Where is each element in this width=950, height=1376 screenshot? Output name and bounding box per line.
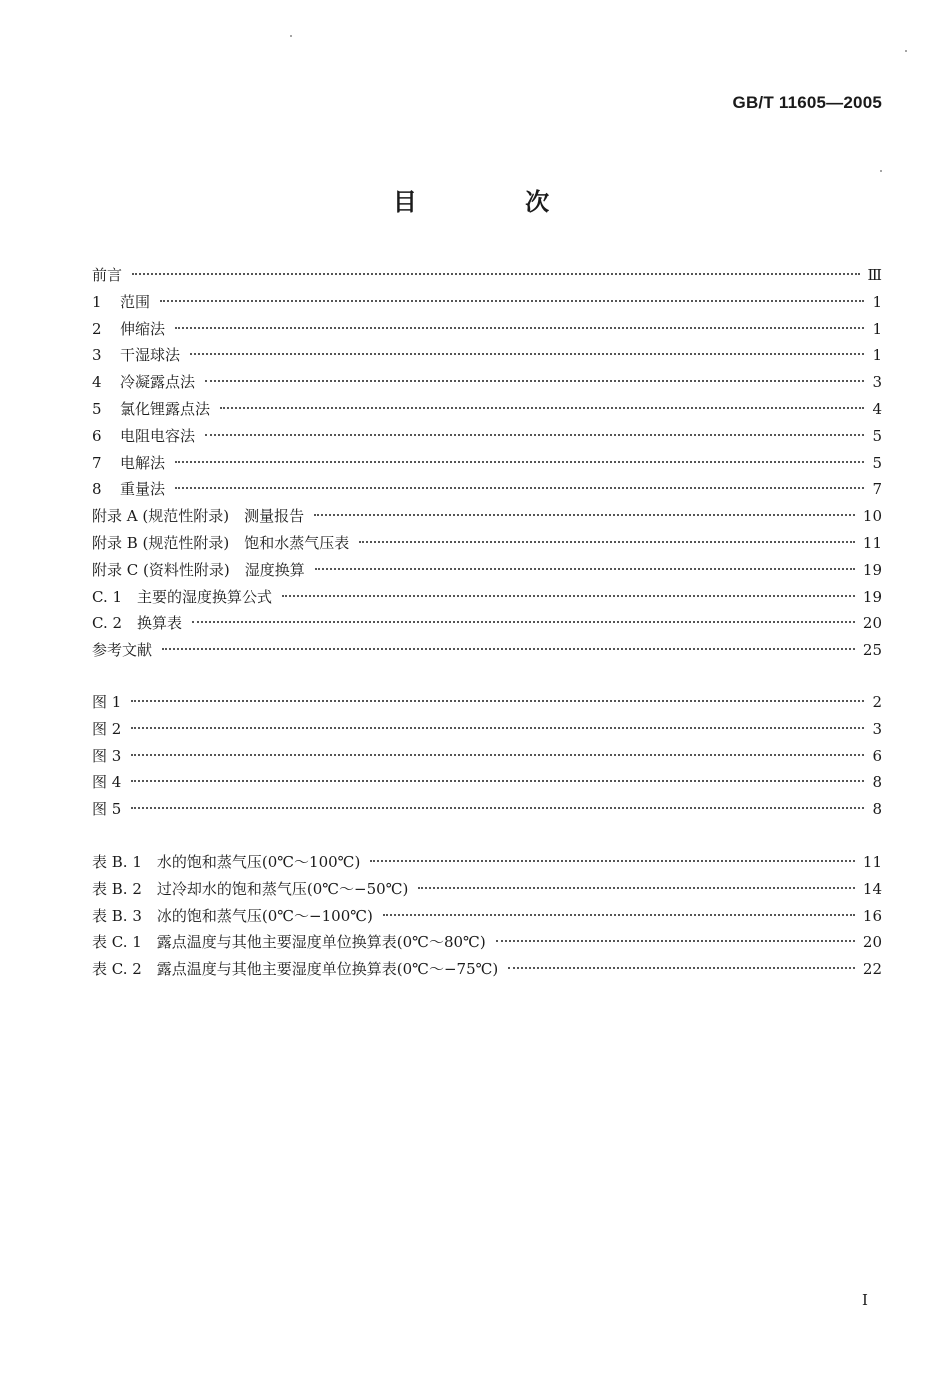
toc-entry[interactable] [92,716,882,743]
toc-entry-text: 前言 [92,266,123,284]
toc-entry-page: 11 [862,853,882,871]
toc-entry[interactable] [92,610,882,637]
toc-entry-label [92,689,127,716]
toc-entry[interactable] [92,423,882,450]
toc-entry-text: 伸缩法 [120,319,166,338]
toc-entry-text: 图 2 [92,719,122,738]
toc-entry-label [92,637,158,664]
toc-entry-text: 附录 A (规范性附录) 测量报告 [92,507,305,526]
toc-entry[interactable] [92,637,882,664]
toc-entry-label [92,956,504,983]
toc-entry[interactable] [92,396,882,423]
toc-entry[interactable] [92,450,882,477]
dot-leader [131,779,864,782]
toc-entry-page: 10 [862,507,882,526]
toc-entry-number: 4 [92,373,102,392]
toc-entry-label [92,423,201,450]
dot-leader [175,460,864,463]
toc-entry-text: 范围 [120,292,151,311]
scan-speck [290,35,292,37]
dot-leader [175,486,864,489]
toc-entry-text: 图 3 [92,746,122,765]
toc-entry-text: 图 1 [92,693,122,711]
dot-leader [314,513,855,516]
toc-entry-text: 图 4 [92,773,122,792]
toc-entry[interactable] [92,929,882,956]
toc-entry-page: 7 [872,480,882,499]
toc-entry-page: 4 [872,399,882,418]
toc-entry-page: 20 [862,933,882,952]
dot-leader [175,326,864,329]
toc-entry-text: 电解法 [120,453,166,472]
dot-leader [131,699,864,702]
toc-entry-label [92,530,355,557]
toc-entry-text: 参考文献 [92,641,153,660]
scan-speck [905,50,907,52]
toc-entry-page: 3 [872,719,882,738]
toc-entry-label [92,584,278,611]
toc-entry-page: 11 [862,533,882,552]
toc-entry-text: 氯化锂露点法 [120,399,211,418]
toc-entry-page: 5 [872,453,882,472]
toc-entry-label [92,610,188,637]
dot-leader [131,753,864,756]
toc-entry-page: 1 [872,319,882,338]
toc-entry-text: 附录 C (资料性附录) 湿度换算 [92,560,305,579]
toc-entry[interactable] [92,476,882,503]
toc-entry-page: 1 [872,292,882,311]
dot-leader [370,859,855,862]
dot-leader [359,540,855,543]
toc-entry-label [92,557,311,584]
toc-entry-label [92,396,216,423]
toc-entry-page: 8 [872,800,882,819]
toc-entry-text: 表 B. 3 冰的饱和蒸气压(0℃～−100℃) [92,906,373,925]
dot-leader [508,966,855,969]
dot-leader [205,433,864,436]
toc-entry-text: 电阻电容法 [120,426,196,445]
toc-entry[interactable] [92,743,882,770]
toc-entry[interactable] [92,584,882,611]
toc-entry-page: 2 [872,693,882,711]
toc-entry-page: 19 [862,560,882,579]
dot-leader [162,647,855,650]
document-code: GB/T 11605—2005 [732,93,882,112]
toc-entry[interactable] [92,316,882,343]
toc-entry-label [92,476,171,503]
toc-entry-text: C. 2 换算表 [92,614,183,633]
toc-entry-text: 冷凝露点法 [120,373,196,392]
toc-entry-number: 5 [92,399,102,418]
toc-entry-text: 干湿球法 [120,346,181,365]
toc-entry-label [92,743,127,770]
toc-entry-number: 3 [92,346,102,365]
toc-entry-number: 7 [92,453,102,472]
toc-entry-text: 表 C. 2 露点温度与其他主要湿度单位换算表(0℃～−75℃) [92,960,499,979]
toc-entry-number: 8 [92,480,102,499]
toc-entry-label [92,369,201,396]
toc-entry-text: 表 C. 1 露点温度与其他主要湿度单位换算表(0℃～80℃) [92,933,486,952]
toc-entry-label [92,316,171,343]
page-title: 目 次 [392,188,600,216]
toc-entry-label [92,342,186,369]
toc-entry-label [92,796,127,823]
toc-entry-text: 表 B. 2 过冷却水的饱和蒸气压(0℃～−50℃) [92,879,409,898]
toc-tables-list [92,849,882,983]
toc-entry[interactable] [92,557,882,584]
dot-leader [418,886,855,889]
toc-entry[interactable] [92,876,882,903]
toc-entry-text: 重量法 [120,480,166,499]
toc-entry-page: 25 [862,641,882,660]
toc-entry-text: C. 1 主要的湿度换算公式 [92,587,273,606]
dot-leader [496,939,855,942]
scan-speck [880,170,882,172]
toc-entry-page: 16 [862,906,882,925]
toc-entry[interactable] [92,262,882,289]
toc-entry[interactable] [92,530,882,557]
dot-leader [205,379,864,382]
toc-entry-page: Ⅲ [867,266,882,284]
page-number: Ⅰ [862,1291,868,1309]
dot-leader [131,806,864,809]
toc-entry-label [92,876,414,903]
toc-entry-page: 8 [872,773,882,792]
toc-entry-label [92,262,128,289]
toc-entry[interactable] [92,956,882,983]
toc-entry-page: 6 [872,746,882,765]
toc-entry-page: 5 [872,426,882,445]
toc-entry[interactable] [92,342,882,369]
toc-entry-label [92,929,492,956]
toc-entry[interactable] [92,503,882,530]
toc-entry-page: 14 [862,879,882,898]
toc-entry-number: 1 [92,292,102,311]
toc-entry[interactable] [92,769,882,796]
toc-entry-text: 附录 B (规范性附录) 饱和水蒸气压表 [92,533,350,552]
dot-leader [282,594,855,597]
toc-entry-label [92,289,156,316]
dot-leader [160,299,864,302]
toc-entry[interactable] [92,796,882,823]
toc-entry[interactable] [92,289,882,316]
toc-entry-label [92,450,171,477]
dot-leader [131,726,864,729]
toc-entry[interactable] [92,689,882,716]
toc-entry-text: 图 5 [92,800,122,819]
dot-leader [383,913,855,916]
toc-entry-page: 1 [872,346,882,365]
toc-entry-label [92,903,379,930]
toc-entry-page: 3 [872,373,882,392]
dot-leader [132,272,860,275]
dot-leader [190,352,864,355]
toc-sections-list [92,262,882,664]
toc-entry-label [92,769,127,796]
toc-entry-label [92,503,310,530]
toc-entry-page: 22 [862,960,882,979]
toc-entry-label [92,716,127,743]
dot-leader [192,620,855,623]
toc-entry-page: 19 [862,587,882,606]
toc-entry-number: 2 [92,319,102,338]
toc-entry-text: 表 B. 1 水的饱和蒸气压(0℃～100℃) [92,853,361,871]
toc-entry-number: 6 [92,426,102,445]
dot-leader [220,406,864,409]
toc-figures-list [92,689,882,823]
toc-entry[interactable] [92,849,882,876]
toc-entry-page: 20 [862,614,882,633]
dot-leader [315,567,855,570]
toc-entry[interactable] [92,369,882,396]
toc-entry-label [92,849,366,876]
toc-entry[interactable] [92,903,882,930]
